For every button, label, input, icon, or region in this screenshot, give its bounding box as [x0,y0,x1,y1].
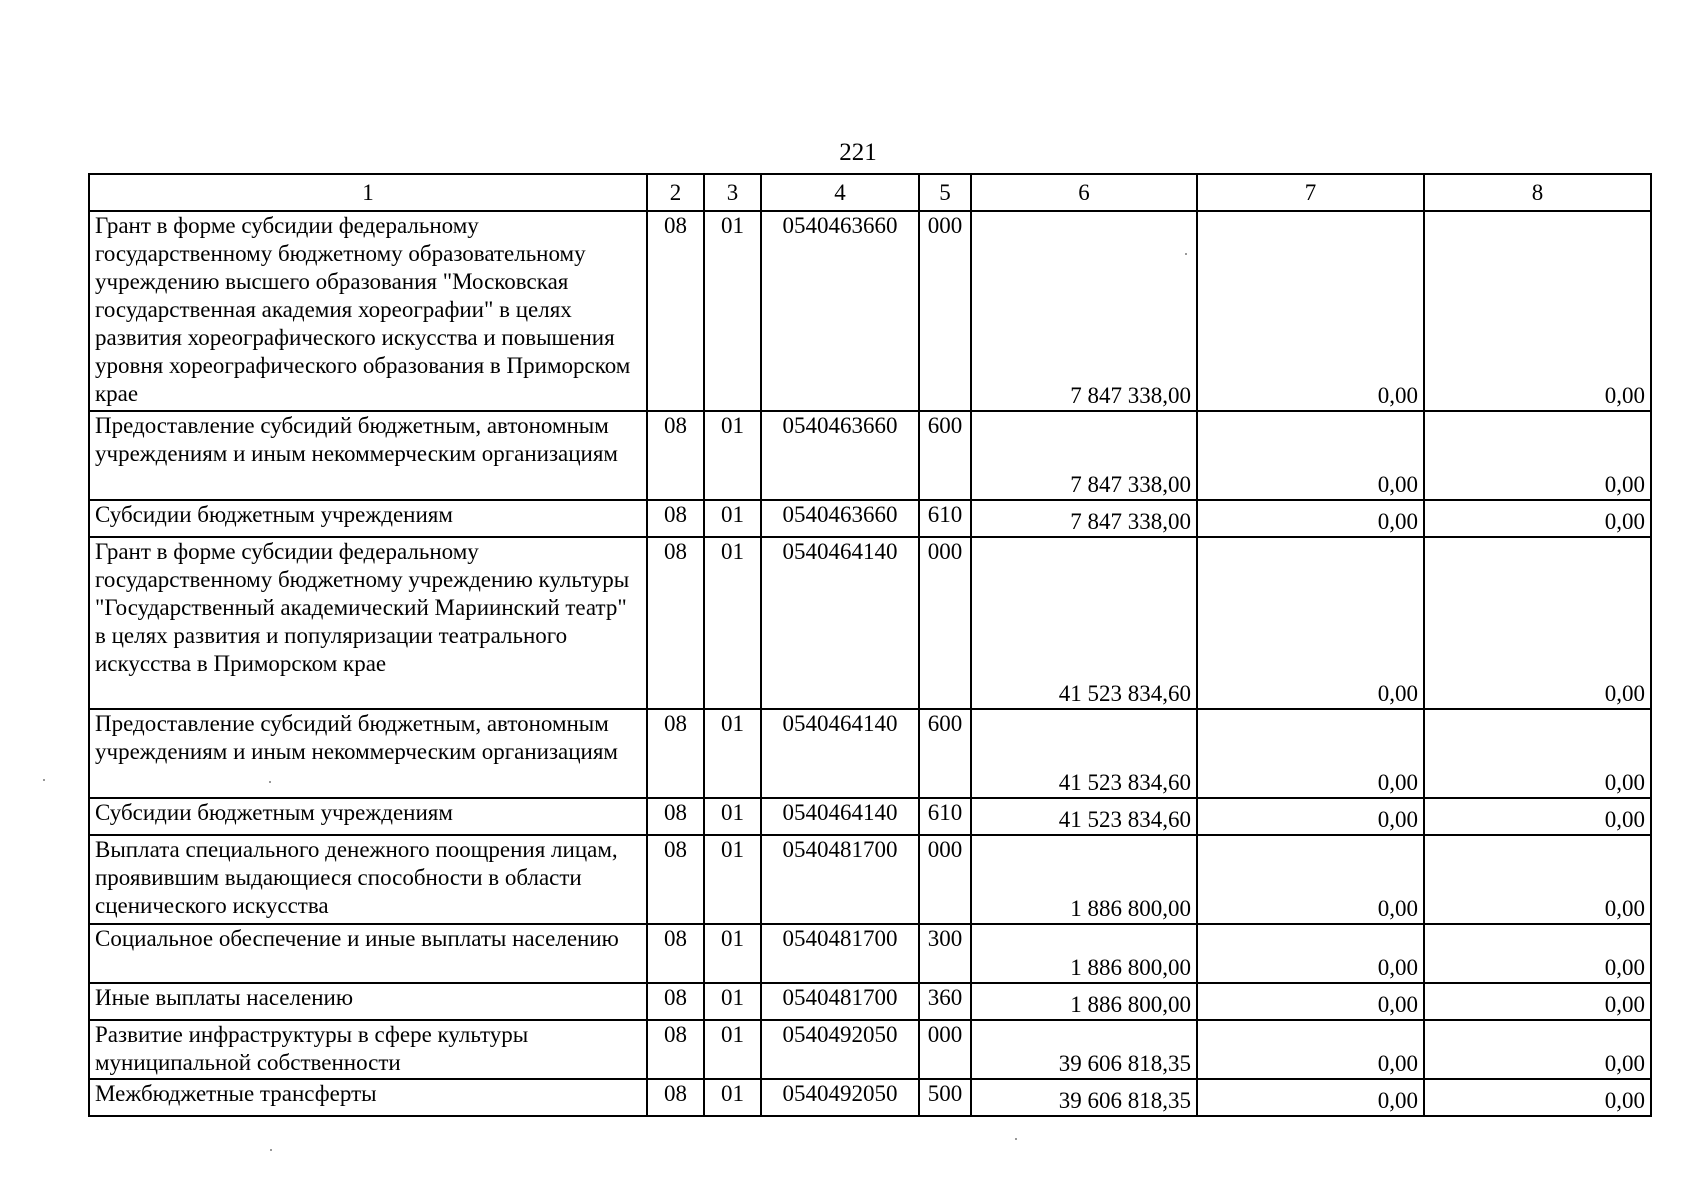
amount-col-6: 1 886 800,00 [971,924,1197,983]
amount-col-8: 0,00 [1424,211,1651,411]
table-row [89,924,1651,983]
scan-speck [1015,1138,1017,1140]
column-header-3: 3 [704,174,761,211]
row-name: Предоставление субсидий бюджетным, автономным учреждениям и иным некоммерческим организациям [89,709,647,798]
amount-col-6: 7 847 338,00 [971,411,1197,500]
expense-type-code: 610 [919,798,971,835]
row-name: Развитие инфраструктуры в сфере культуры муниципальной собственности [89,1020,647,1079]
scan-speck [43,779,45,781]
table-row [89,798,1651,835]
amount-col-8: 0,00 [1424,835,1651,924]
scan-speck [269,781,271,783]
column-header-5: 5 [919,174,971,211]
amount-col-6: 7 847 338,00 [971,500,1197,537]
subsection-code: 01 [704,211,761,411]
target-article-code: 0540464140 [761,709,919,798]
row-name: Субсидии бюджетным учреждениям [89,500,647,537]
column-header-8: 8 [1424,174,1651,211]
amount-col-8: 0,00 [1424,537,1651,709]
page-number: 221 [839,139,877,166]
target-article-code: 0540463660 [761,411,919,500]
amount-col-7: 0,00 [1197,709,1424,798]
expense-type-code: 600 [919,709,971,798]
row-name: Грант в форме субсидии федеральному государственному бюджетному образовательному учреждению высшего образования "Московская государственная академия хореографии" в целях развития хореографического искусства и повышения уровня хореографического образования в Приморском крае [89,211,647,411]
amount-col-6: 39 606 818,35 [971,1020,1197,1079]
subsection-code: 01 [704,983,761,1020]
amount-col-8: 0,00 [1424,1020,1651,1079]
expense-type-code: 000 [919,1020,971,1079]
subsection-code: 01 [704,500,761,537]
row-name: Иные выплаты населению [89,983,647,1020]
amount-col-6: 7 847 338,00 [971,211,1197,411]
table-row [89,709,1651,798]
column-header-6: 6 [971,174,1197,211]
row-name: Межбюджетные трансферты [89,1079,647,1116]
amount-col-8: 0,00 [1424,411,1651,500]
expense-type-code: 600 [919,411,971,500]
amount-col-7: 0,00 [1197,500,1424,537]
section-code: 08 [647,500,704,537]
table-row [89,1079,1651,1116]
section-code: 08 [647,411,704,500]
subsection-code: 01 [704,411,761,500]
table-row [89,835,1651,924]
target-article-code: 0540492050 [761,1079,919,1116]
subsection-code: 01 [704,798,761,835]
subsection-code: 01 [704,924,761,983]
subsection-code: 01 [704,1079,761,1116]
column-header-1: 1 [89,174,647,211]
table-row [89,1020,1651,1079]
section-code: 08 [647,798,704,835]
amount-col-8: 0,00 [1424,924,1651,983]
subsection-code: 01 [704,709,761,798]
expense-type-code: 000 [919,835,971,924]
target-article-code: 0540464140 [761,798,919,835]
table-row [89,537,1651,709]
target-article-code: 0540463660 [761,211,919,411]
section-code: 08 [647,835,704,924]
budget-table [88,173,1652,1117]
subsection-code: 01 [704,1020,761,1079]
target-article-code: 0540492050 [761,1020,919,1079]
table-row [89,211,1651,411]
scan-speck [1185,253,1187,255]
expense-type-code: 000 [919,537,971,709]
target-article-code: 0540463660 [761,500,919,537]
amount-col-6: 1 886 800,00 [971,983,1197,1020]
subsection-code: 01 [704,537,761,709]
section-code: 08 [647,983,704,1020]
amount-col-7: 0,00 [1197,411,1424,500]
table-row [89,500,1651,537]
amount-col-6: 41 523 834,60 [971,709,1197,798]
amount-col-7: 0,00 [1197,983,1424,1020]
row-name: Социальное обеспечение и иные выплаты населению [89,924,647,983]
subsection-code: 01 [704,835,761,924]
amount-col-8: 0,00 [1424,1079,1651,1116]
amount-col-7: 0,00 [1197,1020,1424,1079]
target-article-code: 0540481700 [761,835,919,924]
amount-col-7: 0,00 [1197,798,1424,835]
amount-col-7: 0,00 [1197,211,1424,411]
target-article-code: 0540481700 [761,983,919,1020]
amount-col-6: 41 523 834,60 [971,798,1197,835]
row-name: Выплата специального денежного поощрения лицам, проявившим выдающиеся способности в области сценического искусства [89,835,647,924]
amount-col-7: 0,00 [1197,1079,1424,1116]
amount-col-7: 0,00 [1197,537,1424,709]
section-code: 08 [647,211,704,411]
amount-col-7: 0,00 [1197,835,1424,924]
column-header-7: 7 [1197,174,1424,211]
row-name: Грант в форме субсидии федеральному государственному бюджетному учреждению культуры "Государственный академический Мариинский театр" в целях развития и популяризации театрального искусства в Приморском крае [89,537,647,709]
row-name: Субсидии бюджетным учреждениям [89,798,647,835]
table-row [89,983,1651,1020]
scan-speck [270,1149,272,1151]
column-header-2: 2 [647,174,704,211]
amount-col-6: 41 523 834,60 [971,537,1197,709]
amount-col-6: 39 606 818,35 [971,1079,1197,1116]
expense-type-code: 000 [919,211,971,411]
expense-type-code: 610 [919,500,971,537]
section-code: 08 [647,709,704,798]
section-code: 08 [647,1079,704,1116]
expense-type-code: 300 [919,924,971,983]
header-row [89,174,1651,211]
amount-col-8: 0,00 [1424,709,1651,798]
expense-type-code: 500 [919,1079,971,1116]
table-row [89,411,1651,500]
expense-type-code: 360 [919,983,971,1020]
section-code: 08 [647,924,704,983]
amount-col-7: 0,00 [1197,924,1424,983]
column-header-4: 4 [761,174,919,211]
amount-col-6: 1 886 800,00 [971,835,1197,924]
section-code: 08 [647,537,704,709]
amount-col-8: 0,00 [1424,983,1651,1020]
section-code: 08 [647,1020,704,1079]
row-name: Предоставление субсидий бюджетным, автономным учреждениям и иным некоммерческим организациям [89,411,647,500]
target-article-code: 0540481700 [761,924,919,983]
amount-col-8: 0,00 [1424,798,1651,835]
amount-col-8: 0,00 [1424,500,1651,537]
target-article-code: 0540464140 [761,537,919,709]
